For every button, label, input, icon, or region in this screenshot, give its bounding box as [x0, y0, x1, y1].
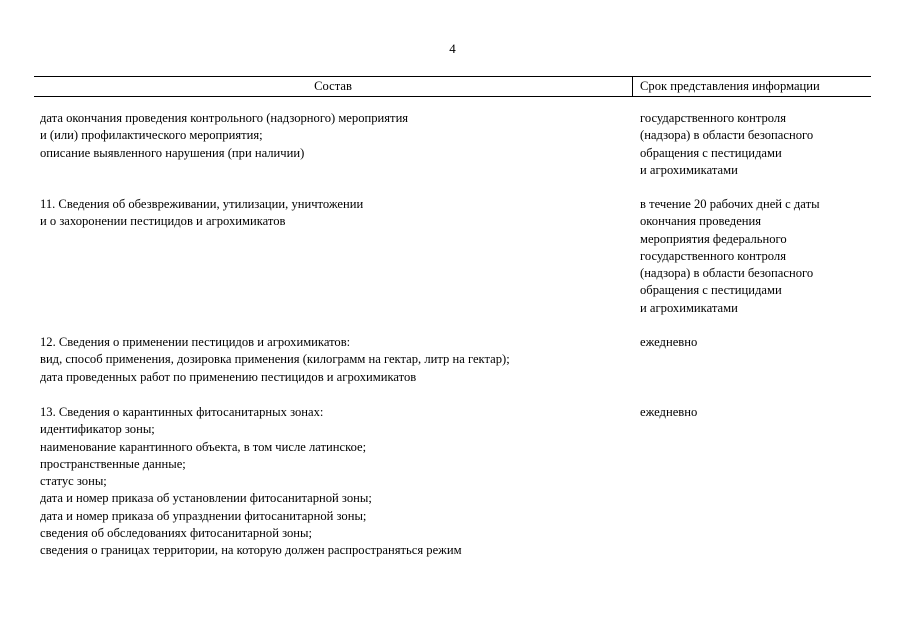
composition-line: 12. Сведения о применении пестицидов и агрохимикатов: — [40, 335, 351, 349]
deadline-line: в течение 20 рабочих дней с даты — [640, 197, 820, 211]
composition-line: описание выявленного нарушения (при наличии) — [40, 145, 305, 160]
composition-cell — [40, 196, 610, 231]
deadline-line: и агрохимикатами — [640, 162, 738, 177]
deadline-cell — [640, 110, 880, 179]
composition-line: наименование карантинного объекта, в том числе латинское; — [40, 439, 367, 454]
table-header — [34, 76, 871, 97]
composition-line: 13. Сведения о карантинных фитосанитарных зонах: — [40, 405, 324, 419]
deadline-cell — [640, 334, 880, 351]
column-divider — [632, 77, 633, 96]
composition-line: сведения об обследованиях фитосанитарной зоны; — [40, 526, 312, 541]
deadline-line: и агрохимикатами — [640, 300, 738, 315]
deadline-line: ежедневно — [640, 335, 698, 349]
composition-cell — [40, 110, 610, 162]
composition-line: вид, способ применения, дозировка применения (килограмм на гектар, литр на гектар); — [40, 352, 510, 367]
deadline-line: окончания проведения — [640, 214, 762, 229]
column-header-deadline: Срок представления информации — [640, 79, 820, 93]
composition-line: пространственные данные; — [40, 456, 186, 471]
composition-line: и (или) профилактического мероприятия; — [40, 128, 263, 143]
composition-line: дата и номер приказа об упразднении фитосанитарной зоны; — [40, 508, 367, 523]
composition-cell — [40, 334, 610, 386]
deadline-line: государственного контроля — [640, 248, 786, 263]
deadline-cell — [640, 196, 880, 317]
deadline-line: обращения с пестицидами — [640, 283, 782, 298]
deadline-cell — [640, 404, 880, 421]
deadline-line: (надзора) в области безопасного — [640, 128, 814, 143]
composition-line: дата и номер приказа об установлении фитосанитарной зоны; — [40, 491, 372, 506]
deadline-line: мероприятия федерального — [640, 231, 787, 246]
column-header-composition: Состав — [314, 79, 352, 93]
deadline-line: обращения с пестицидами — [640, 145, 782, 160]
composition-line: статус зоны; — [40, 474, 107, 489]
composition-line: идентификатор зоны; — [40, 422, 155, 437]
composition-cell — [40, 404, 610, 560]
composition-line: дата проведенных работ по применению пестицидов и агрохимикатов — [40, 369, 417, 384]
deadline-line: государственного контроля — [640, 111, 786, 125]
composition-line: и о захоронении пестицидов и агрохимикатов — [40, 214, 286, 229]
deadline-line: ежедневно — [640, 405, 698, 419]
page-number: 4 — [449, 41, 456, 56]
composition-line: сведения о границах территории, на которую должен распространяться режим — [40, 543, 462, 558]
composition-line: 11. Сведения об обезвреживании, утилизации, уничтожении — [40, 197, 364, 211]
deadline-line: (надзора) в области безопасного — [640, 266, 814, 281]
composition-line: дата окончания проведения контрольного (надзорного) мероприятия — [40, 111, 409, 125]
